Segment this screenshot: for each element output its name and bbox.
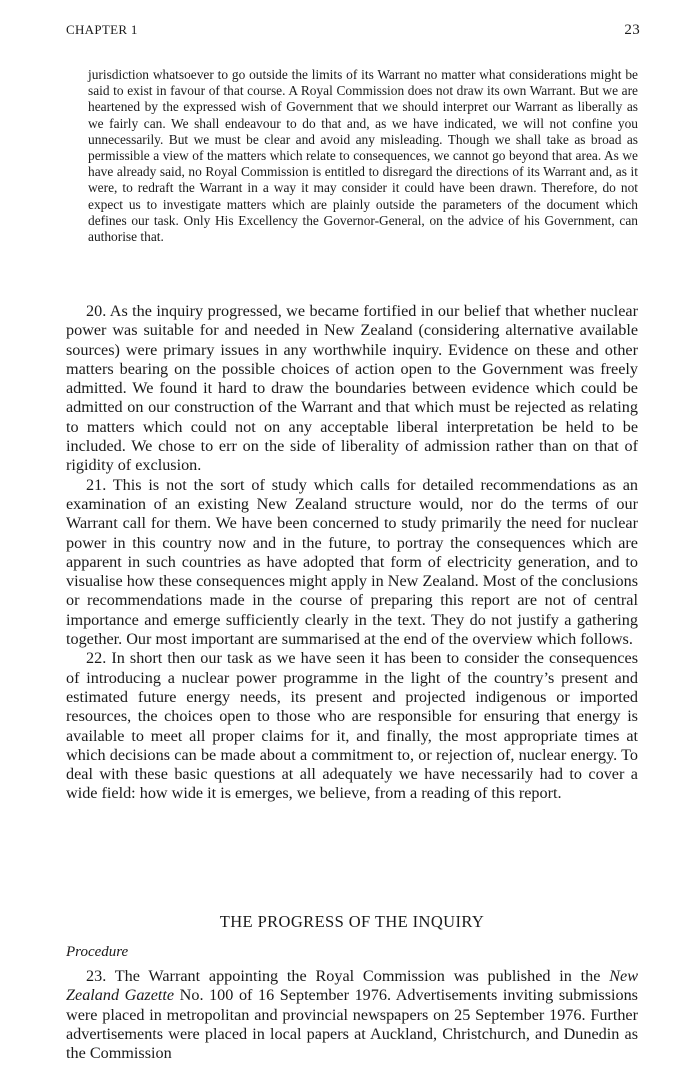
body-text — [66, 302, 638, 804]
paragraph-23-block — [66, 967, 638, 1063]
page-number: 23 — [624, 22, 640, 38]
paragraph-21: 21. This is not the sort of study which calls for detailed recommendations as an examination of an existing New Zealand structure would, nor do the terms of our Warrant call for them. We have been concerned to study primarily the need for nuclear power in this country now and in the future, to portray the consequences which are apparent in such countries as have adopted that form of electricity generation, and to visualise how these consequences might apply in New Zealand. Most of the conclusions or recommendations made in the course of preparing this report are not of central importance and emerge sufficiently clearly in the text. They do not justify a gathering together. Our most important are summarised at the end of the overview which follows. — [66, 475, 638, 649]
gazette-title: New Zealand Gazette — [66, 967, 638, 1005]
paragraph-23-start: 23. The Warrant appointing the Royal Commission was published in the — [86, 967, 610, 985]
chapter-label: CHAPTER 1 — [66, 22, 138, 37]
paragraph-20: 20. As the inquiry progressed, we became fortified in our belief that whether nuclear power was suitable for and needed in New Zealand (considering alternative available sources) were primary issues in any worthwhile inquiry. Evidence on these and other matters bearing on the possible choices of action open to the Government was freely admitted. We found it hard to draw the boundaries between evidence which could be admitted on our construction of the Warrant and that which must be rejected as relating to matters which could not on any acceptable liberal interpretation be held to be included. We chose to err on the side of liberality of admission rather than on that of rigidity of exclusion. — [66, 302, 638, 475]
section-heading: THE PROGRESS OF THE INQUIRY — [219, 912, 485, 931]
page-header — [66, 22, 640, 42]
paragraph-22: 22. In short then our task as we have seen it has been to consider the consequences of introducing a nuclear power programme in the light of the country’s present and estimated future energy needs, its present and projected indigenous or imported resources, the choices open to those who are responsible for ensuring that energy is available to meet all proper claims for it, and finally, the most appropriate times at which decisions can be made about a commitment to, or rejection of, nuclear energy. To deal with these basic questions at all adequately we have necessarily had to cover a wide field: how wide it is emerges, we believe, from a reading of this report. — [66, 649, 638, 803]
paragraph-23-rest: No. 100 of 16 September 1976. Advertisements inviting submissions were placed in metropolitan and provincial newspapers on 25 September 1976. Further advertisements were placed in local papers at Auckland, Christchurch, and Dunedin as the Commission — [66, 986, 638, 1063]
subheading: Procedure — [66, 944, 129, 960]
paragraph-23 — [66, 967, 638, 1063]
quoted-passage: jurisdiction whatsoever to go outside the limits of its Warrant no matter what considerations might be said to exist in favour of that course. A Royal Commission does not draw its own Warrant. But we are heartened by the expressed wish of Government that we should interpret our Warrant as liberally as we fairly can. We shall endeavour to do that and, as we have indicated, we will not confine you unnecessarily. But we must be clear and avoid any misleading. Though we shall take as broad as permissible a view of the matters which relate to consequences, we cannot go beyond that area. As we have already said, no Royal Commission is entitled to disregard the directions of its Warrant and, as it were, to redraft the Warrant in a way it may consider it could have been drawn. Therefore, do not expect us to investigate matters which are plainly outside the parameters of the document which defines our task. Only His Excellency the Governor-General, on the advice of his Government, can authorise that. — [88, 67, 638, 245]
